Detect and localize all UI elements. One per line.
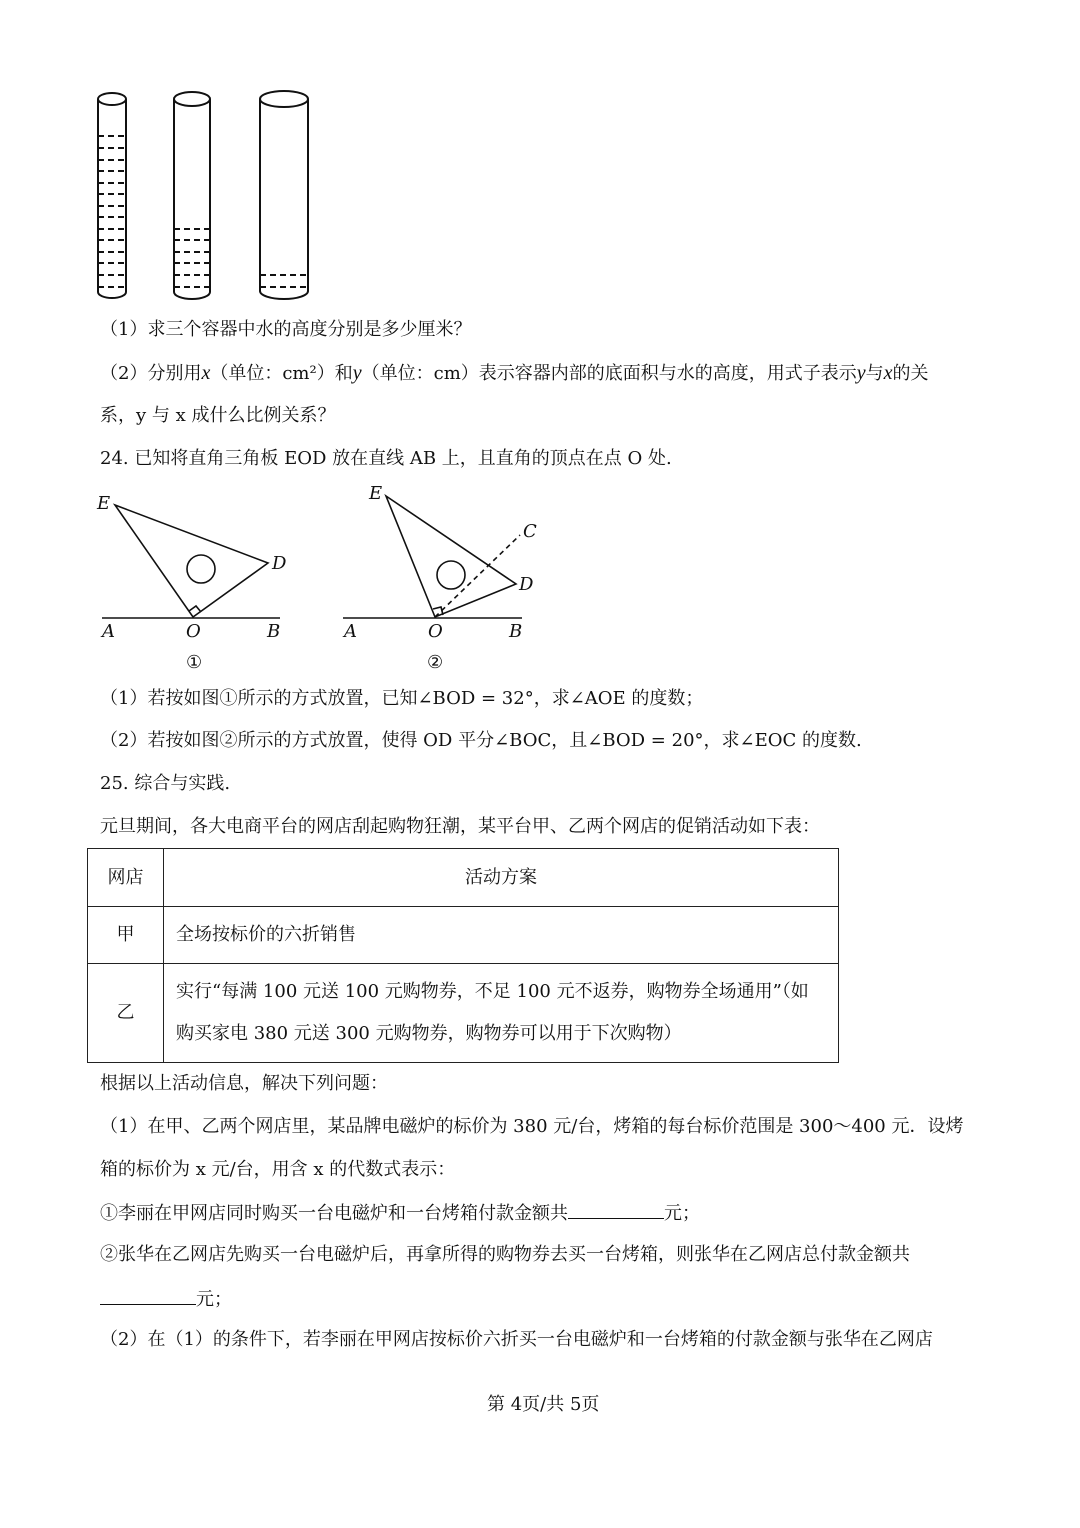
figure-1-label: ①: [186, 652, 203, 673]
q23-sub1: （1）求三个容器中水的高度分别是多少厘米？: [100, 319, 472, 340]
label-C2: C: [523, 521, 537, 542]
label-A2: A: [344, 621, 357, 642]
label-B: B: [267, 621, 281, 642]
q25-c2-line1: ②张华在乙网店先购买一台电磁炉后，再拿所得的购物券去买一台烤箱，则张华在乙网店总付款金额共: [100, 1244, 910, 1265]
row-shop: 甲: [88, 907, 164, 964]
row-plan: 全场按标价的六折销售: [164, 907, 839, 964]
triangle-figure-2: [343, 496, 522, 618]
q25-c2-line2: 元；: [100, 1286, 232, 1312]
q25-p2: （2）在（1）的条件下，若李丽在甲网店按标价六折买一台电磁炉和一台烤箱的付款金额与张华在乙网店: [100, 1329, 933, 1350]
q25-c1: ①李丽在甲网店同时购买一台电磁炉和一台烤箱付款金额共 元；: [100, 1200, 700, 1226]
label-A: A: [102, 621, 115, 642]
q25-p1-line2: 箱的标价为 x 元/台，用含 x 的代数式表示：: [100, 1159, 456, 1180]
row-shop: 乙: [88, 964, 164, 1063]
page-footer: 第 4页/共 5页: [487, 1394, 600, 1415]
label-D2: D: [519, 574, 534, 595]
header-shop: 网店: [88, 849, 164, 907]
q24-sub2: （2）若按如图②所示的方式放置，使得 OD 平分∠BOC，且∠BOD = 20°，求∠EOC 的度数.: [100, 730, 862, 751]
q25-stem: 25. 综合与实践.: [100, 773, 231, 794]
label-E2: E: [369, 483, 383, 504]
cylinder-2: [174, 92, 210, 299]
label-D: D: [272, 553, 287, 574]
cylinder-1: [98, 93, 126, 298]
figure-2-label: ②: [427, 652, 444, 673]
q23-sub2-line2: 系，y 与 x 成什么比例关系？: [100, 405, 336, 426]
triangle-figure-1: [102, 505, 280, 618]
label-O2: O: [428, 621, 443, 642]
cylinder-3: [260, 91, 308, 299]
q25-p1-line1: （1）在甲、乙两个网店里，某品牌电磁炉的标价为 380 元/台，烤箱的每台标价范围是 300～400 元．设烤: [100, 1116, 964, 1137]
q25-intro: 元旦期间，各大电商平台的网店刮起购物狂潮，某平台甲、乙两个网店的促销活动如下表：: [100, 816, 820, 837]
answer-blank[interactable]: [100, 1286, 196, 1305]
row-plan: 实行“每满 100 元送 100 元购物券，不足 100 元不返券，购物券全场通用”（如 购买家电 380 元送 300 元购物券，购物券可以用于下次购物）: [164, 964, 839, 1063]
q24-sub1: （1）若按如图①所示的方式放置，已知∠BOD = 32°，求∠AOE 的度数；: [100, 688, 704, 709]
q25-after: 根据以上活动信息，解决下列问题：: [100, 1073, 388, 1094]
q23-sub2-line1: （2）分别用x（单位：cm²）和y（单位：cm）表示容器内部的底面积与水的高度，用式子表示y与x的关: [100, 362, 929, 384]
figures: [0, 0, 1080, 700]
q24-stem: 24. 已知将直角三角板 EOD 放在直线 AB 上，且直角的顶点在点 O 处.: [100, 448, 672, 469]
promotion-table: [87, 848, 839, 1063]
label-O: O: [186, 621, 201, 642]
label-B2: B: [509, 621, 523, 642]
answer-blank[interactable]: [568, 1200, 664, 1219]
header-plan: 活动方案: [164, 849, 839, 907]
label-E: E: [97, 493, 111, 514]
